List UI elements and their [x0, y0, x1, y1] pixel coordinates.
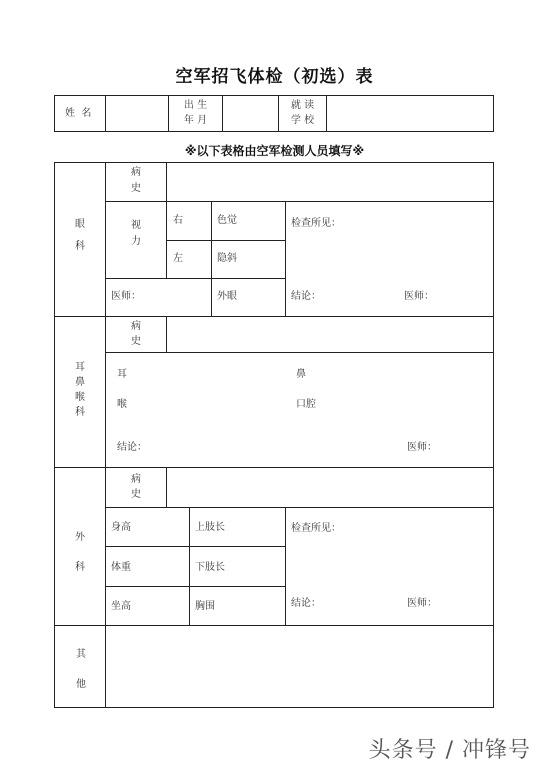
school-label-2: 学 校 — [290, 115, 315, 126]
eye-findings-label: 检查所见： — [291, 218, 341, 229]
vision-left-label: 左 — [173, 253, 183, 264]
lower-limb-label: 下肢长 — [195, 562, 225, 573]
eye-section-label: 眼科 — [75, 219, 85, 252]
strabismus-label: 隐斜 — [217, 253, 237, 264]
name-field[interactable] — [106, 96, 168, 131]
surgery-findings-label: 检查所见： — [291, 523, 341, 534]
birth-field[interactable] — [223, 96, 278, 131]
eye-doctor-signature-label: 医师： — [404, 291, 434, 302]
eye-conclusion-label: 结论： — [291, 291, 321, 302]
eye-history-label: 病史 — [131, 167, 141, 194]
ear-label: 耳 — [117, 369, 127, 380]
eye-history-field[interactable] — [167, 163, 493, 201]
throat-label: 喉 — [117, 399, 127, 410]
surgery-section-label: 外科 — [75, 532, 85, 573]
color-sense-label: 色觉 — [217, 215, 237, 226]
birth-label-1: 出 生 — [183, 100, 208, 111]
ent-doctor-label: 医师： — [407, 442, 437, 453]
sitting-height-label: 坐高 — [111, 601, 131, 612]
surgery-conclusion-label: 结论： — [291, 598, 321, 609]
watermark: 头条号 / 冲锋号 — [368, 738, 531, 763]
nose-label: 鼻 — [296, 369, 306, 380]
vision-label: 视力 — [131, 220, 141, 247]
other-field[interactable] — [106, 626, 493, 707]
height-label: 身高 — [111, 522, 131, 533]
surgery-history-field[interactable] — [167, 468, 493, 507]
school-label-1: 就 读 — [290, 100, 315, 111]
ent-history-label: 病史 — [131, 321, 141, 347]
ent-section-label: 耳鼻喉科 — [75, 362, 85, 418]
ent-history-field[interactable] — [167, 317, 493, 352]
mouth-label: 口腔 — [296, 399, 316, 410]
other-section-label-2: 他 — [76, 679, 86, 690]
surgery-history-label: 病史 — [131, 474, 141, 500]
ent-conclusion-label: 结论： — [117, 442, 147, 453]
weight-label: 体重 — [111, 562, 131, 573]
vision-right-label: 右 — [173, 215, 183, 226]
fill-note: ※以下表格由空军检测人员填写※ — [184, 144, 365, 158]
page-title: 空军招飞体检（初选）表 — [175, 67, 374, 87]
other-section-label-1: 其 — [76, 649, 86, 660]
upper-limb-label: 上肢长 — [195, 522, 225, 533]
chest-label: 胸围 — [195, 601, 215, 612]
surgery-doctor-label: 医师： — [407, 598, 437, 609]
name-label: 姓 名 — [65, 108, 92, 119]
school-field[interactable] — [327, 96, 493, 131]
external-eye-label: 外眼 — [217, 291, 237, 302]
birth-label-2: 年 月 — [183, 115, 208, 126]
eye-doctor-label: 医师： — [111, 291, 141, 302]
